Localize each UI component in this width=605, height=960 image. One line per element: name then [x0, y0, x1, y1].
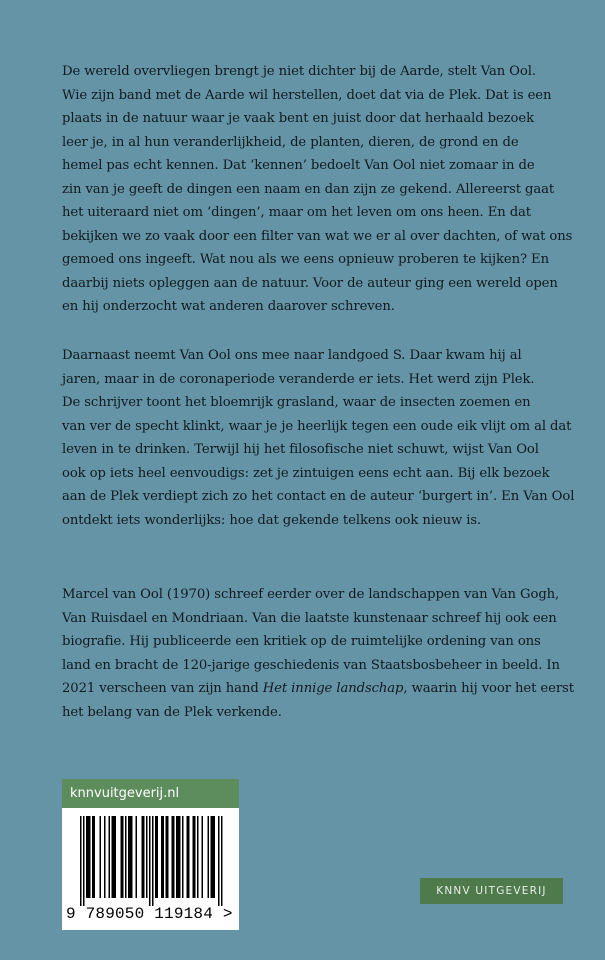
- text-line: het uiteraard niet om ‘dingen’, maar om het leven om ons heen. En dat: [62, 205, 532, 220]
- blurb-paragraph-1: [62, 60, 582, 319]
- text-line: jaren, maar in de coronaperiode veranderde er iets. Het werd zijn Plek.: [62, 371, 535, 387]
- text-line: [62, 677, 582, 701]
- barcode-bar: [178, 816, 180, 898]
- barcode-bar: [109, 816, 111, 898]
- barcode-bar: [157, 816, 159, 898]
- barcode-bar: [194, 816, 196, 898]
- book-title: Het innige landschap: [262, 681, 404, 696]
- barcode-bar: [143, 816, 145, 898]
- barcode-bar: [89, 816, 91, 898]
- barcode-bar: [211, 816, 213, 898]
- barcode-bar: [149, 816, 151, 906]
- text-line: Van Ruisdael en Mondriaan. Van die laatste kunstenaar schreef hij ook een: [62, 610, 557, 626]
- text-line: van ver de specht klinkt, waar je je heerlijk tegen een oude eik vlijt om al dat: [62, 418, 572, 434]
- text-line: daarbij niets opleggen aan de natuur. Voor de auteur ging een wereld open: [62, 275, 558, 291]
- website-label: knnvuitgeverij.nl: [62, 779, 239, 808]
- barcode-bar: [172, 816, 174, 898]
- text-line: hemel pas echt kennen. Dat ‘kennen’ bedoelt Van Ool niet zomaar in de: [62, 158, 535, 173]
- barcode-bar: [104, 816, 106, 898]
- barcode-bar: [125, 816, 127, 898]
- author-bio: [62, 583, 582, 724]
- text-line: De schrijver toont het bloemrijk grasland, waar de insecten zoemen en: [62, 395, 531, 410]
- barcode-bar: [131, 816, 133, 898]
- barcode-bar: [179, 816, 181, 898]
- text-line: plaats in de natuur waar je vaak bent en juist door dat herhaald bezoek: [62, 111, 534, 126]
- barcode-bar: [152, 816, 154, 906]
- text-line: bekijken we zo vaak door een filter van wat we er al over dachten, of wat ons: [62, 228, 573, 244]
- barcode-bar: [214, 816, 216, 898]
- text-line: ook op iets heel eenvoudigs: zet je zintuigen eens echt aan. Bij elk bezoek: [62, 465, 550, 481]
- text-line: leer je, in al hun veranderlijkheid, de planten, dieren, de grond en de: [62, 134, 519, 150]
- barcode-bar: [167, 816, 169, 898]
- text-line: Marcel van Ool (1970) schreef eerder over de landschappen van Van Gogh,: [62, 587, 560, 602]
- barcode-bar: [221, 816, 223, 906]
- barcode-digits: 9 789050 119184 >: [66, 905, 233, 923]
- text-line: en hij onderzocht wat anderen daarover schreven.: [62, 299, 395, 314]
- barcode-bar: [146, 816, 148, 898]
- barcode-bar: [193, 816, 195, 898]
- barcode-bar: [218, 816, 220, 906]
- barcode-bar: [121, 816, 123, 898]
- barcode-bar: [182, 816, 184, 898]
- barcode-bar: [128, 816, 130, 898]
- barcode-bar: [83, 816, 85, 906]
- barcode-bar: [155, 816, 157, 898]
- text-line: biografie. Hij publiceerde een kritiek op de ruimtelijke ordening van ons: [62, 634, 541, 649]
- barcode-bar: [173, 816, 175, 898]
- barcode-bar: [208, 816, 210, 898]
- barcode-bar: [197, 816, 199, 898]
- text-fragment: 2021 verscheen van zijn hand: [62, 681, 263, 696]
- barcode-bar: [112, 816, 114, 898]
- barcode-bar: [188, 816, 190, 898]
- barcode-bar: [100, 816, 102, 898]
- text-line: leven in te drinken. Terwijl hij het filosofische niet schuwt, wijst Van Ool: [62, 442, 539, 457]
- text-line: Daarnaast neemt Van Ool ons mee naar landgoed S. Daar kwam hij al: [62, 348, 522, 363]
- barcode-bar: [136, 816, 138, 898]
- text-line: zin van je geeft de dingen een naam en dan zijn ze gekend. Allereerst gaat: [62, 181, 555, 197]
- barcode-bar: [202, 816, 204, 898]
- barcode-bar: [88, 816, 90, 898]
- barcode-bar: [166, 816, 168, 898]
- barcode-bar: [92, 816, 94, 898]
- barcode-bar: [187, 816, 189, 898]
- text-line: aan de Plek verdiept zich zo het contact en de auteur ‘burgert in’. En Van Ool: [62, 489, 575, 504]
- text-line: De wereld overvliegen brengt je niet dichter bij de Aarde, stelt Van Ool.: [62, 64, 536, 79]
- text-line: het belang van de Plek verkende.: [62, 704, 282, 720]
- barcode-bar: [130, 816, 132, 898]
- barcode-bar: [94, 816, 96, 898]
- text-line: Wie zijn band met de Aarde wil herstellen, doet dat via de Plek. Dat is een: [62, 87, 552, 103]
- barcode: [62, 808, 239, 930]
- barcode-bar: [113, 816, 115, 898]
- barcode-bar: [80, 816, 82, 906]
- barcode-bar: [163, 816, 165, 898]
- barcode-bars: [62, 808, 239, 908]
- publisher-logo: KNNV UITGEVERIJ: [420, 878, 563, 904]
- text-line: ontdekt iets wonderlijks: hoe dat gekende telkens ook nieuw is.: [62, 512, 482, 528]
- text-line: gemoed ons ingeeft. Wat nou als we eens opnieuw proberen te kijken? En: [62, 252, 549, 267]
- barcode-bar: [142, 816, 144, 898]
- barcode-bar: [176, 816, 178, 898]
- barcode-bar: [115, 816, 117, 898]
- barcode-bar: [122, 816, 124, 898]
- barcode-bar: [86, 816, 88, 898]
- text-fragment: , waarin hij voor het eerst: [403, 681, 574, 696]
- barcode-bar: [161, 816, 163, 898]
- blurb-paragraph-2: [62, 344, 582, 532]
- barcode-bar: [212, 816, 214, 898]
- text-line: land en bracht de 120-jarige geschiedenis van Staatsbosbeheer in beeld. In: [62, 657, 560, 673]
